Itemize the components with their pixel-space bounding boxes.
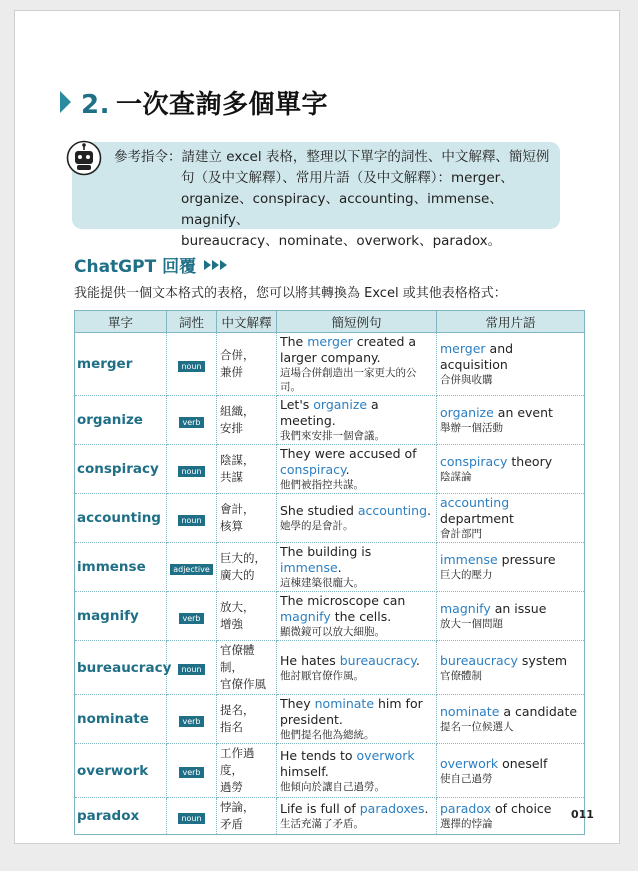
- phrase-cell: [437, 641, 585, 695]
- header-example: 簡短例句: [277, 311, 437, 333]
- example-translation: 我們來安排一個會議。: [280, 430, 385, 442]
- example-keyword: overwork: [356, 747, 415, 763]
- example-text: him for president.: [280, 696, 423, 727]
- meaning-line-2: 過勞: [220, 780, 243, 794]
- phrase-keyword: bureaucracy: [440, 652, 518, 668]
- phrase-text: theory: [507, 454, 553, 469]
- example-text: He hates: [280, 652, 340, 668]
- meaning-cell: [217, 592, 277, 641]
- meaning-cell: [217, 333, 277, 396]
- section-number: 2.: [81, 89, 110, 120]
- example-sentence: [280, 334, 433, 366]
- pos-cell: [167, 695, 217, 744]
- phrase: [440, 601, 581, 617]
- table-row: [75, 333, 585, 396]
- word-cell: nominate: [75, 695, 167, 744]
- table-row: [75, 494, 585, 543]
- prompt-line-4: bureaucracy、nominate、overwork、paradox。: [181, 233, 502, 249]
- meaning-line-1: 巨大的，: [220, 551, 266, 565]
- prompt-line-1: 請建立 excel 表格，整理以下單字的詞性、中文解釋、簡短例: [181, 149, 550, 165]
- example-translation: 顯微鏡可以放大細胞。: [280, 626, 385, 638]
- phrase-cell: [437, 798, 585, 835]
- pos-badge: noun: [178, 361, 204, 372]
- phrase: [440, 801, 581, 817]
- table-row: [75, 695, 585, 744]
- table-row: [75, 798, 585, 835]
- table-row: [75, 396, 585, 445]
- phrase-keyword: overwork: [440, 755, 499, 771]
- example-text: The building is: [280, 544, 372, 559]
- pos-badge: noun: [178, 515, 204, 526]
- example-cell: [277, 396, 437, 445]
- phrase-text: oneself: [498, 755, 548, 771]
- pos-badge: verb: [179, 767, 203, 778]
- phrase-translation: 會計部門: [440, 528, 482, 540]
- word-cell: overwork: [75, 744, 167, 798]
- example-translation: 他們被指控共謀。: [280, 479, 364, 491]
- phrase-cell: [437, 695, 585, 744]
- example-cell: [277, 445, 437, 494]
- robot-icon: [66, 140, 102, 176]
- example-text: The microscope can: [280, 593, 406, 608]
- word-cell: accounting: [75, 494, 167, 543]
- phrase-translation: 選擇的悖論: [440, 818, 493, 830]
- meaning-cell: [217, 744, 277, 798]
- table-row: [75, 592, 585, 641]
- meaning-line-2: 矛盾: [220, 817, 243, 831]
- example-text: .: [424, 801, 429, 816]
- example-sentence: [280, 748, 433, 780]
- reply-intro: 我能提供一個文本格式的表格，您可以將其轉換為 Excel 或其他表格格式：: [74, 286, 507, 301]
- example-text: the cells.: [330, 609, 392, 624]
- example-text: .: [427, 503, 431, 518]
- triple-arrow-icon: [204, 260, 227, 270]
- pos-cell: [167, 543, 217, 592]
- phrase-text: department: [440, 511, 514, 526]
- example-sentence: [280, 397, 433, 429]
- example-keyword: conspiracy: [280, 462, 346, 477]
- pos-cell: [167, 744, 217, 798]
- meaning-cell: [217, 396, 277, 445]
- meaning-cell: [217, 641, 277, 695]
- pos-cell: [167, 333, 217, 396]
- example-cell: [277, 798, 437, 835]
- section-heading: [60, 82, 328, 122]
- meaning-cell: [217, 494, 277, 543]
- vocabulary-table: [74, 310, 585, 835]
- pos-badge: adjective: [170, 564, 213, 575]
- example-text: created a larger company.: [280, 334, 417, 365]
- example-cell: [277, 592, 437, 641]
- example-text: himself.: [280, 763, 329, 779]
- phrase-translation: 使自己過勞: [440, 772, 493, 785]
- meaning-cell: [217, 695, 277, 744]
- pos-cell: [167, 641, 217, 695]
- example-keyword: immense: [280, 560, 338, 575]
- pos-badge: noun: [178, 466, 204, 477]
- example-sentence: [280, 446, 433, 478]
- phrase-text: of choice: [491, 801, 552, 816]
- table-row: [75, 543, 585, 592]
- example-sentence: [280, 593, 433, 625]
- example-keyword: nominate: [314, 696, 375, 711]
- pos-cell: [167, 396, 217, 445]
- header-meaning: 中文解釋: [217, 311, 277, 333]
- meaning-line-2: 核算: [220, 519, 243, 533]
- triangle-icon: [60, 91, 71, 113]
- phrase-cell: [437, 543, 585, 592]
- example-sentence: [280, 653, 433, 669]
- phrase-cell: [437, 445, 585, 494]
- phrase-keyword: merger: [440, 341, 486, 356]
- phrase: [440, 454, 581, 470]
- example-translation: 這場合併創造出一家更大的公司。: [280, 367, 417, 393]
- table-body: [75, 333, 585, 835]
- phrase-cell: [437, 333, 585, 396]
- word-cell: paradox: [75, 798, 167, 835]
- word-cell: organize: [75, 396, 167, 445]
- phrase-text: a candidate: [499, 704, 578, 719]
- table-header-row: [75, 311, 585, 333]
- meaning-line-1: 工作過度，: [220, 746, 255, 777]
- header-word: 單字: [75, 311, 167, 333]
- table-row: [75, 445, 585, 494]
- pos-cell: [167, 592, 217, 641]
- meaning-line-2: 指名: [220, 720, 243, 734]
- pos-badge: verb: [179, 417, 203, 428]
- meaning-cell: [217, 798, 277, 835]
- prompt-line-2: 句（及中文解釋）、常用片語（及中文解釋）：merger、: [181, 170, 514, 186]
- example-text: They were accused of: [280, 446, 417, 461]
- pos-badge: noun: [178, 813, 204, 824]
- phrase-cell: [437, 744, 585, 798]
- phrase-keyword: conspiracy: [440, 454, 508, 469]
- phrase-keyword: nominate: [440, 704, 500, 719]
- meaning-line-1: 放大，: [220, 600, 255, 614]
- table-row: [75, 641, 585, 695]
- example-sentence: [280, 696, 433, 728]
- header-pos: 詞性: [167, 311, 217, 333]
- word-cell: bureaucracy: [75, 641, 167, 695]
- example-keyword: bureaucracy: [339, 652, 416, 668]
- example-cell: [277, 494, 437, 543]
- phrase: [440, 552, 581, 568]
- phrase-text: system: [517, 652, 568, 668]
- example-translation: 這棟建築很龐大。: [280, 577, 364, 589]
- meaning-line-1: 組織，: [220, 404, 255, 418]
- meaning-line-1: 悖論，: [220, 800, 255, 814]
- phrase-translation: 陰謀論: [440, 471, 472, 483]
- meaning-line-2: 兼併: [220, 365, 243, 379]
- example-keyword: organize: [313, 397, 368, 412]
- phrase-keyword: magnify: [440, 601, 491, 616]
- example-text: Life is full of: [280, 801, 360, 816]
- pos-badge: verb: [179, 716, 203, 727]
- phrase-keyword: accounting: [440, 495, 510, 510]
- example-text: .: [415, 652, 420, 668]
- phrase-text: pressure: [497, 552, 556, 567]
- meaning-line-1: 會計，: [220, 502, 255, 516]
- example-translation: 生活充滿了矛盾。: [280, 818, 364, 830]
- phrase-text: an issue: [490, 601, 547, 616]
- example-cell: [277, 695, 437, 744]
- example-cell: [277, 744, 437, 798]
- example-cell: [277, 641, 437, 695]
- example-translation: 他們提名他為總統。: [280, 729, 375, 741]
- example-keyword: merger: [307, 334, 353, 349]
- word-cell: immense: [75, 543, 167, 592]
- phrase-text: and acquisition: [440, 341, 514, 372]
- meaning-line-1: 陰謀，: [220, 453, 255, 467]
- example-keyword: magnify: [280, 609, 331, 624]
- reply-heading: [74, 252, 227, 277]
- header-phrase: 常用片語: [437, 311, 585, 333]
- meaning-line-2: 安排: [220, 421, 243, 435]
- meaning-cell: [217, 543, 277, 592]
- meaning-cell: [217, 445, 277, 494]
- example-text: She studied: [280, 503, 358, 518]
- meaning-line-1: 官僚體制，: [220, 643, 255, 674]
- example-translation: 他討厭官僚作風。: [280, 669, 364, 682]
- phrase-keyword: paradox: [440, 801, 491, 816]
- phrase-translation: 舉辦一個活動: [440, 422, 503, 434]
- pos-cell: [167, 445, 217, 494]
- phrase: [440, 756, 581, 772]
- example-cell: [277, 543, 437, 592]
- prompt-line-3: organize、conspiracy、accounting、immense、magnify、: [181, 191, 503, 228]
- pos-badge: verb: [179, 613, 203, 624]
- prompt-label: 參考指令：: [114, 149, 182, 165]
- example-text: The: [280, 334, 308, 349]
- pos-cell: [167, 798, 217, 835]
- section-title: 一次查詢多個單字: [115, 89, 328, 120]
- meaning-line-1: 提名，: [220, 703, 255, 717]
- phrase-translation: 提名一位候選人: [440, 721, 514, 733]
- example-sentence: [280, 503, 433, 519]
- phrase: [440, 341, 581, 373]
- example-keyword: paradoxes: [359, 801, 425, 816]
- table-row: [75, 744, 585, 798]
- example-translation: 她學的是會計。: [280, 520, 354, 532]
- word-cell: conspiracy: [75, 445, 167, 494]
- example-sentence: [280, 801, 433, 817]
- meaning-line-2: 官僚作風: [220, 677, 266, 691]
- pos-badge: noun: [178, 664, 204, 675]
- phrase: [440, 405, 581, 421]
- pos-cell: [167, 494, 217, 543]
- page-number: 011: [571, 808, 594, 821]
- meaning-line-2: 增強: [220, 617, 243, 631]
- example-keyword: accounting: [357, 503, 428, 518]
- phrase: [440, 495, 581, 527]
- phrase: [440, 704, 581, 720]
- phrase-keyword: immense: [440, 552, 498, 567]
- example-cell: [277, 333, 437, 396]
- phrase-translation: 巨大的壓力: [440, 569, 493, 581]
- example-translation: 他傾向於讓自己過勞。: [280, 780, 385, 793]
- meaning-line-2: 共謀: [220, 470, 243, 484]
- phrase-translation: 合併與收購: [440, 374, 493, 386]
- example-text: They: [280, 696, 315, 711]
- example-sentence: [280, 544, 433, 576]
- meaning-line-2: 廣大的: [220, 568, 255, 582]
- example-text: He tends to: [280, 747, 357, 763]
- phrase-translation: 放大一個問題: [440, 618, 503, 630]
- phrase-translation: 官僚體制: [440, 669, 482, 682]
- phrase-cell: [437, 494, 585, 543]
- prompt-text: [114, 147, 554, 252]
- phrase-cell: [437, 592, 585, 641]
- reply-title: ChatGPT 回覆: [74, 257, 197, 277]
- example-text: .: [345, 462, 350, 477]
- phrase-keyword: organize: [440, 405, 494, 420]
- phrase-text: an event: [493, 405, 553, 420]
- meaning-line-1: 合併，: [220, 348, 255, 362]
- phrase-cell: [437, 396, 585, 445]
- phrase: [440, 653, 581, 669]
- example-text: .: [337, 560, 342, 575]
- word-cell: magnify: [75, 592, 167, 641]
- word-cell: merger: [75, 333, 167, 396]
- example-text: a meeting.: [280, 397, 379, 428]
- example-text: Let's: [280, 397, 314, 412]
